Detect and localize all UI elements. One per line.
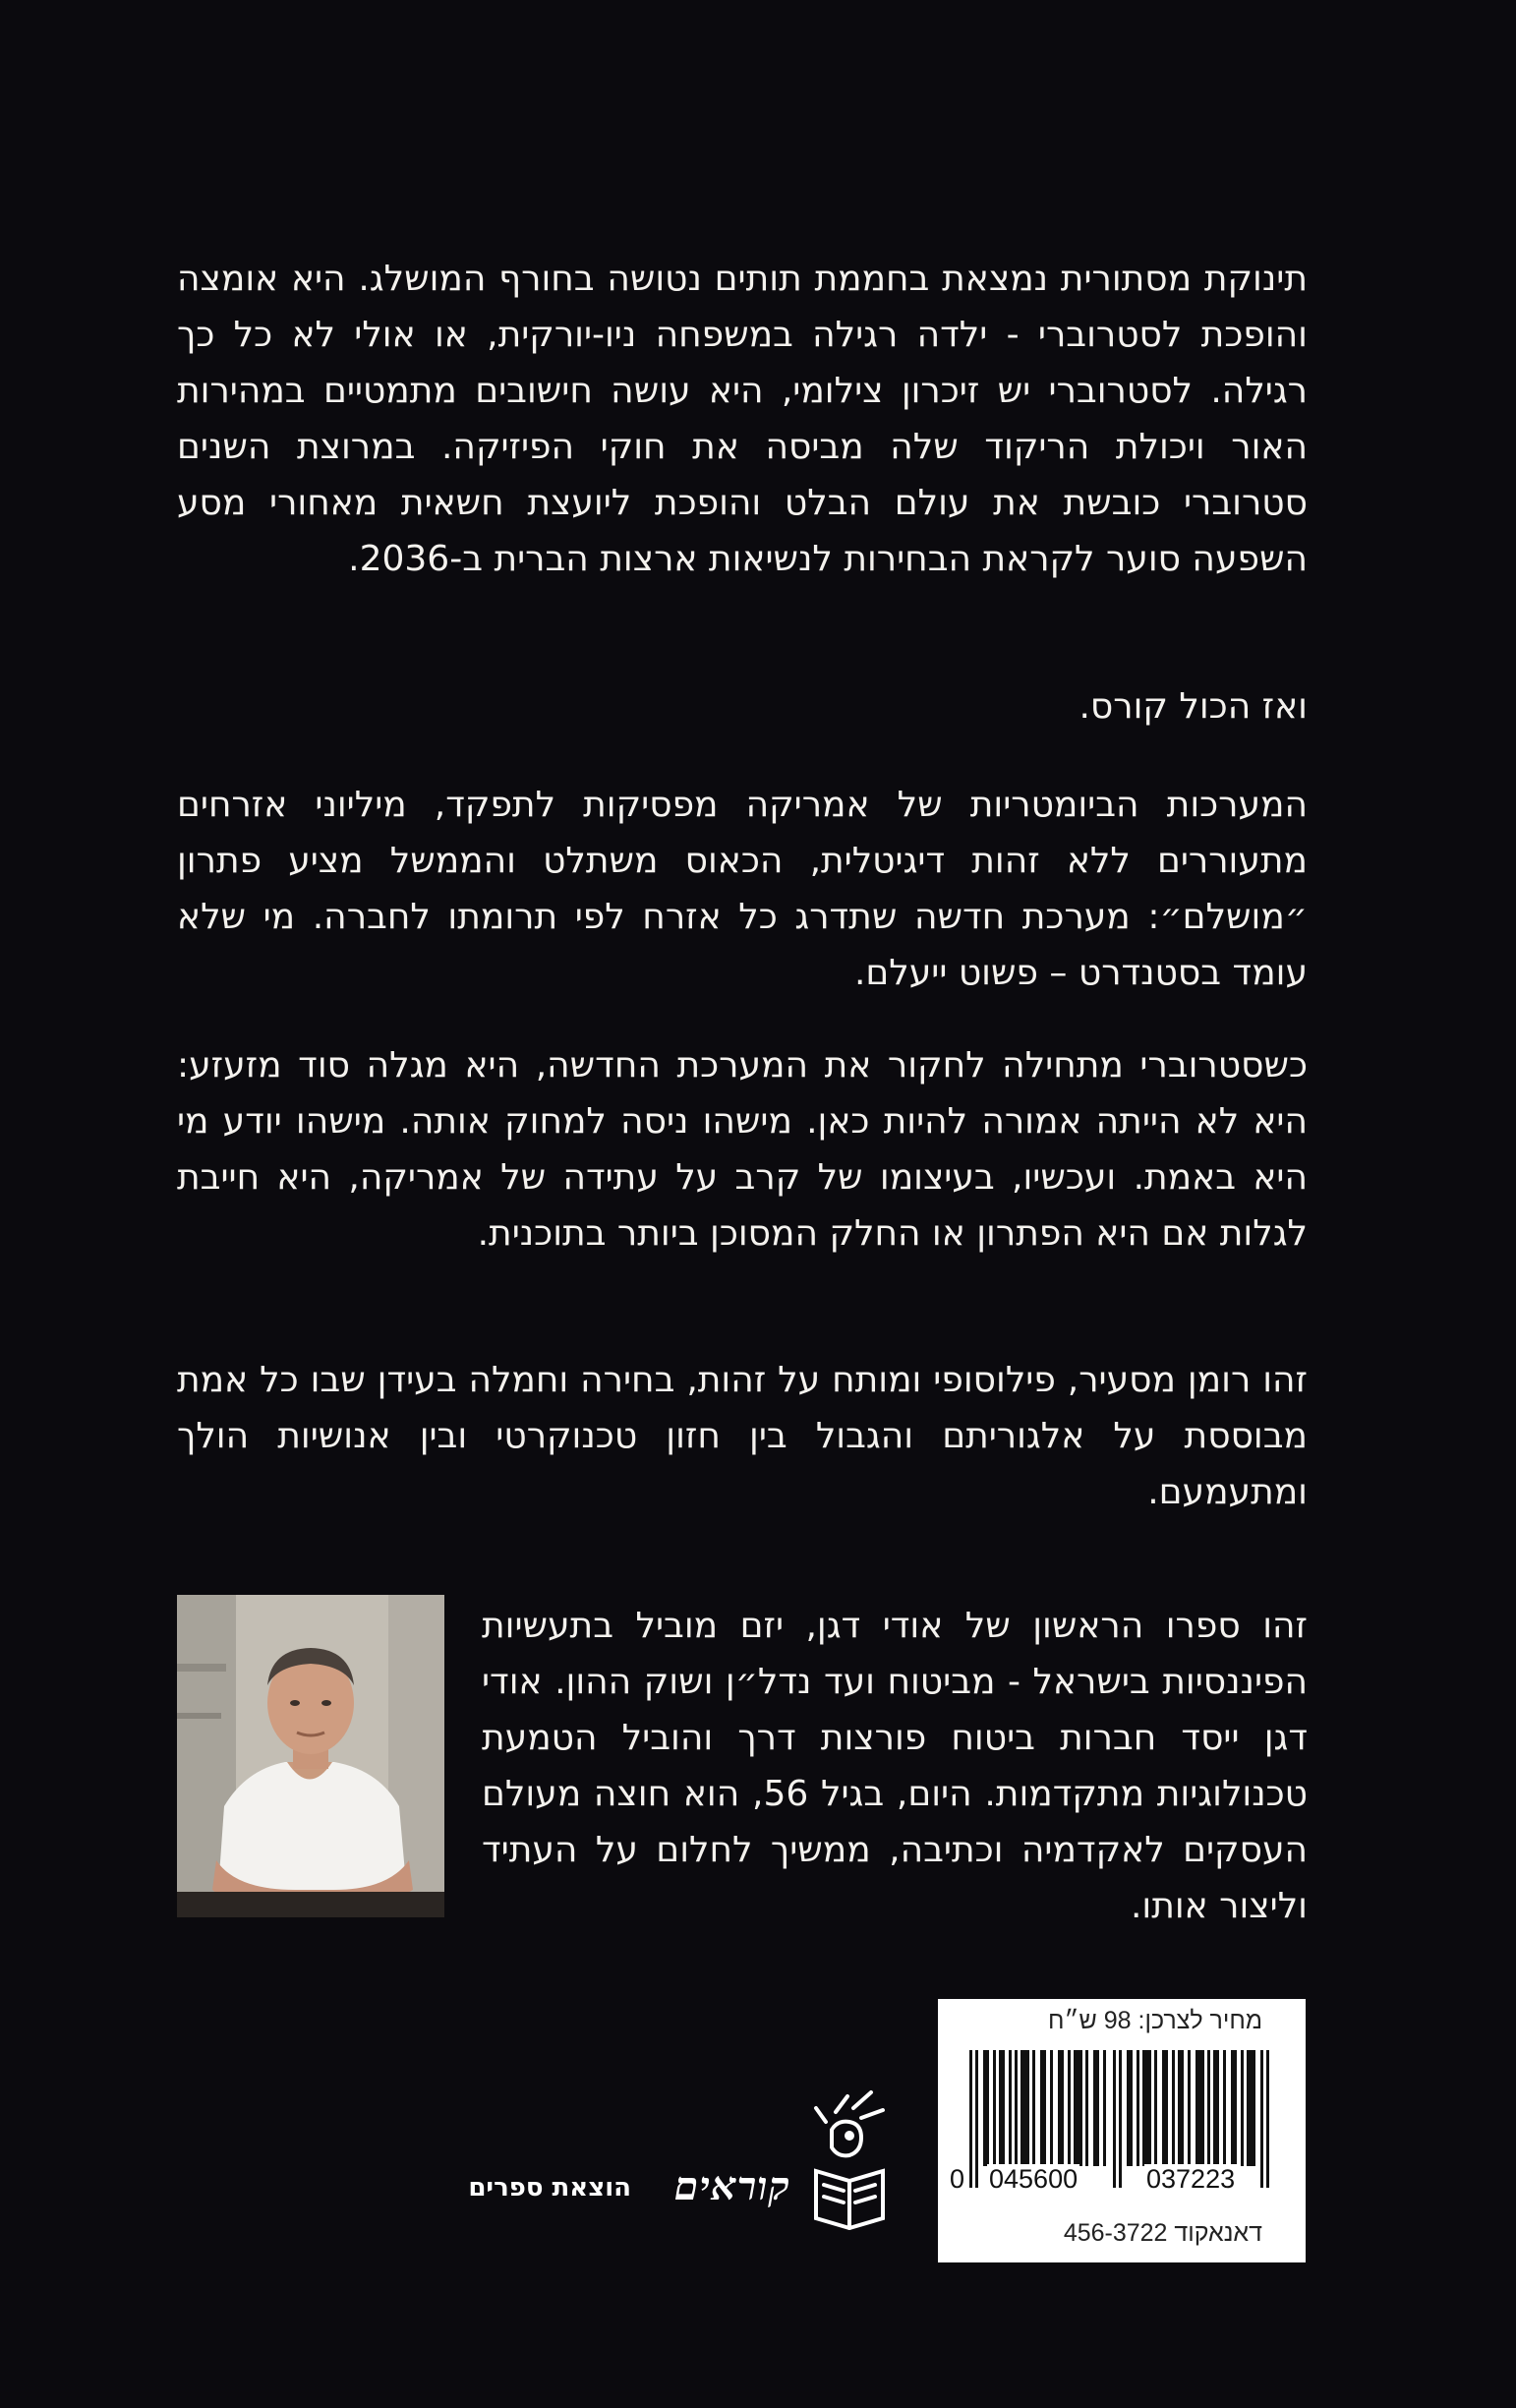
reader-with-book-logo <box>796 2083 904 2234</box>
synopsis-paragraph-4: כשסטרוברי מתחילה לחקור את המערכת החדשה, היא מגלה סוד מזעזע: היא לא הייתה אמורה להיות כאן. מישהו ניסה למחוק אותה. מישהו יודע מי היא באמת. ועכשיו, בעיצומו של קרב על עתידה של אמריקה, היא חייבת לגלות אם היא הפתרון או החלק המסוכן ביותר בתוכנית. <box>177 1045 1308 1254</box>
danacode-label: דאנאקוד 456-3722 <box>1063 2219 1262 2247</box>
barcode-right-digits: 037223 <box>1146 2164 1236 2194</box>
synopsis-paragraph-2: ואז הכול קורס. <box>1079 686 1308 727</box>
publisher-imprint <box>452 2083 904 2230</box>
synopsis-paragraph-3: המערכות הביומטריות של אמריקה מפסיקות לתפקד, מיליוני אזרחים מתעוררים ללא זהות דיגיטלית, הכאוס משתלט והממשל מציע פתרון ״מושלם״: מערכת חדשה שתדרג כל אזרח לפי תרומתו לחברה. מי שלא עומד בסטנדרט – פשוט ייעלם. <box>177 785 1308 993</box>
author-bio: זהו ספרו הראשון של אודי דגן, יזם מוביל בתעשיות הפיננסיות בישראל - מביטוח ועד נדל״ן ושוק ההון. אודי דגן ייסד חברות ביטוח פורצות דרך והוביל הטמעת טכנולוגיות מתקדמות. היום, בגיל 56, הוא חוצה מעולם העסקים לאקדמיה וכתיבה, ממשיך לחלום על העתיד וליצור אותו. <box>482 1606 1309 1926</box>
barcode-left-digits: 045600 <box>989 2164 1079 2194</box>
price-label: מחיר לצרכן: 98 ש״ח <box>1048 2007 1262 2034</box>
barcode-lead-digit: 0 <box>950 2164 965 2194</box>
author-photo <box>177 1595 444 1917</box>
synopsis-paragraph-1: תינוקת מסתורית נמצאת בחממת תותים נטושה בחורף המושלג. היא אומצה והופכת לסטרוברי - ילדה רגילה במשפחה ניו-יורקית, או אולי לא כל כך רגילה. לסטרוברי יש זיכרון צילומי, היא עושה חישובים מתמטיים במהירות האור ויכולת הריקוד שלה מביסה את חוקי הפיזיקה. במרוצת השנים סטרוברי כובשת את עולם הבלט והופכת ליועצת חשאית מאחורי מסע השפעה סוער לקראת הבחירות לנשיאות ארצות הברית ב-2036. <box>177 259 1308 579</box>
synopsis-paragraph-5: זהו רומן מסעיר, פילוסופי ומותח על זהות, בחירה וחמלה בעידן שבו כל אמת מבוססת על אלגוריתם והגבול בין חזון טכנוקרטי ובין אנושיות הולך ומתעמעם. <box>177 1360 1308 1512</box>
publisher-name: קוראים <box>673 2163 790 2209</box>
barcode-label <box>938 1999 1306 2262</box>
publisher-subtitle: הוצאת ספרים <box>468 2173 631 2202</box>
